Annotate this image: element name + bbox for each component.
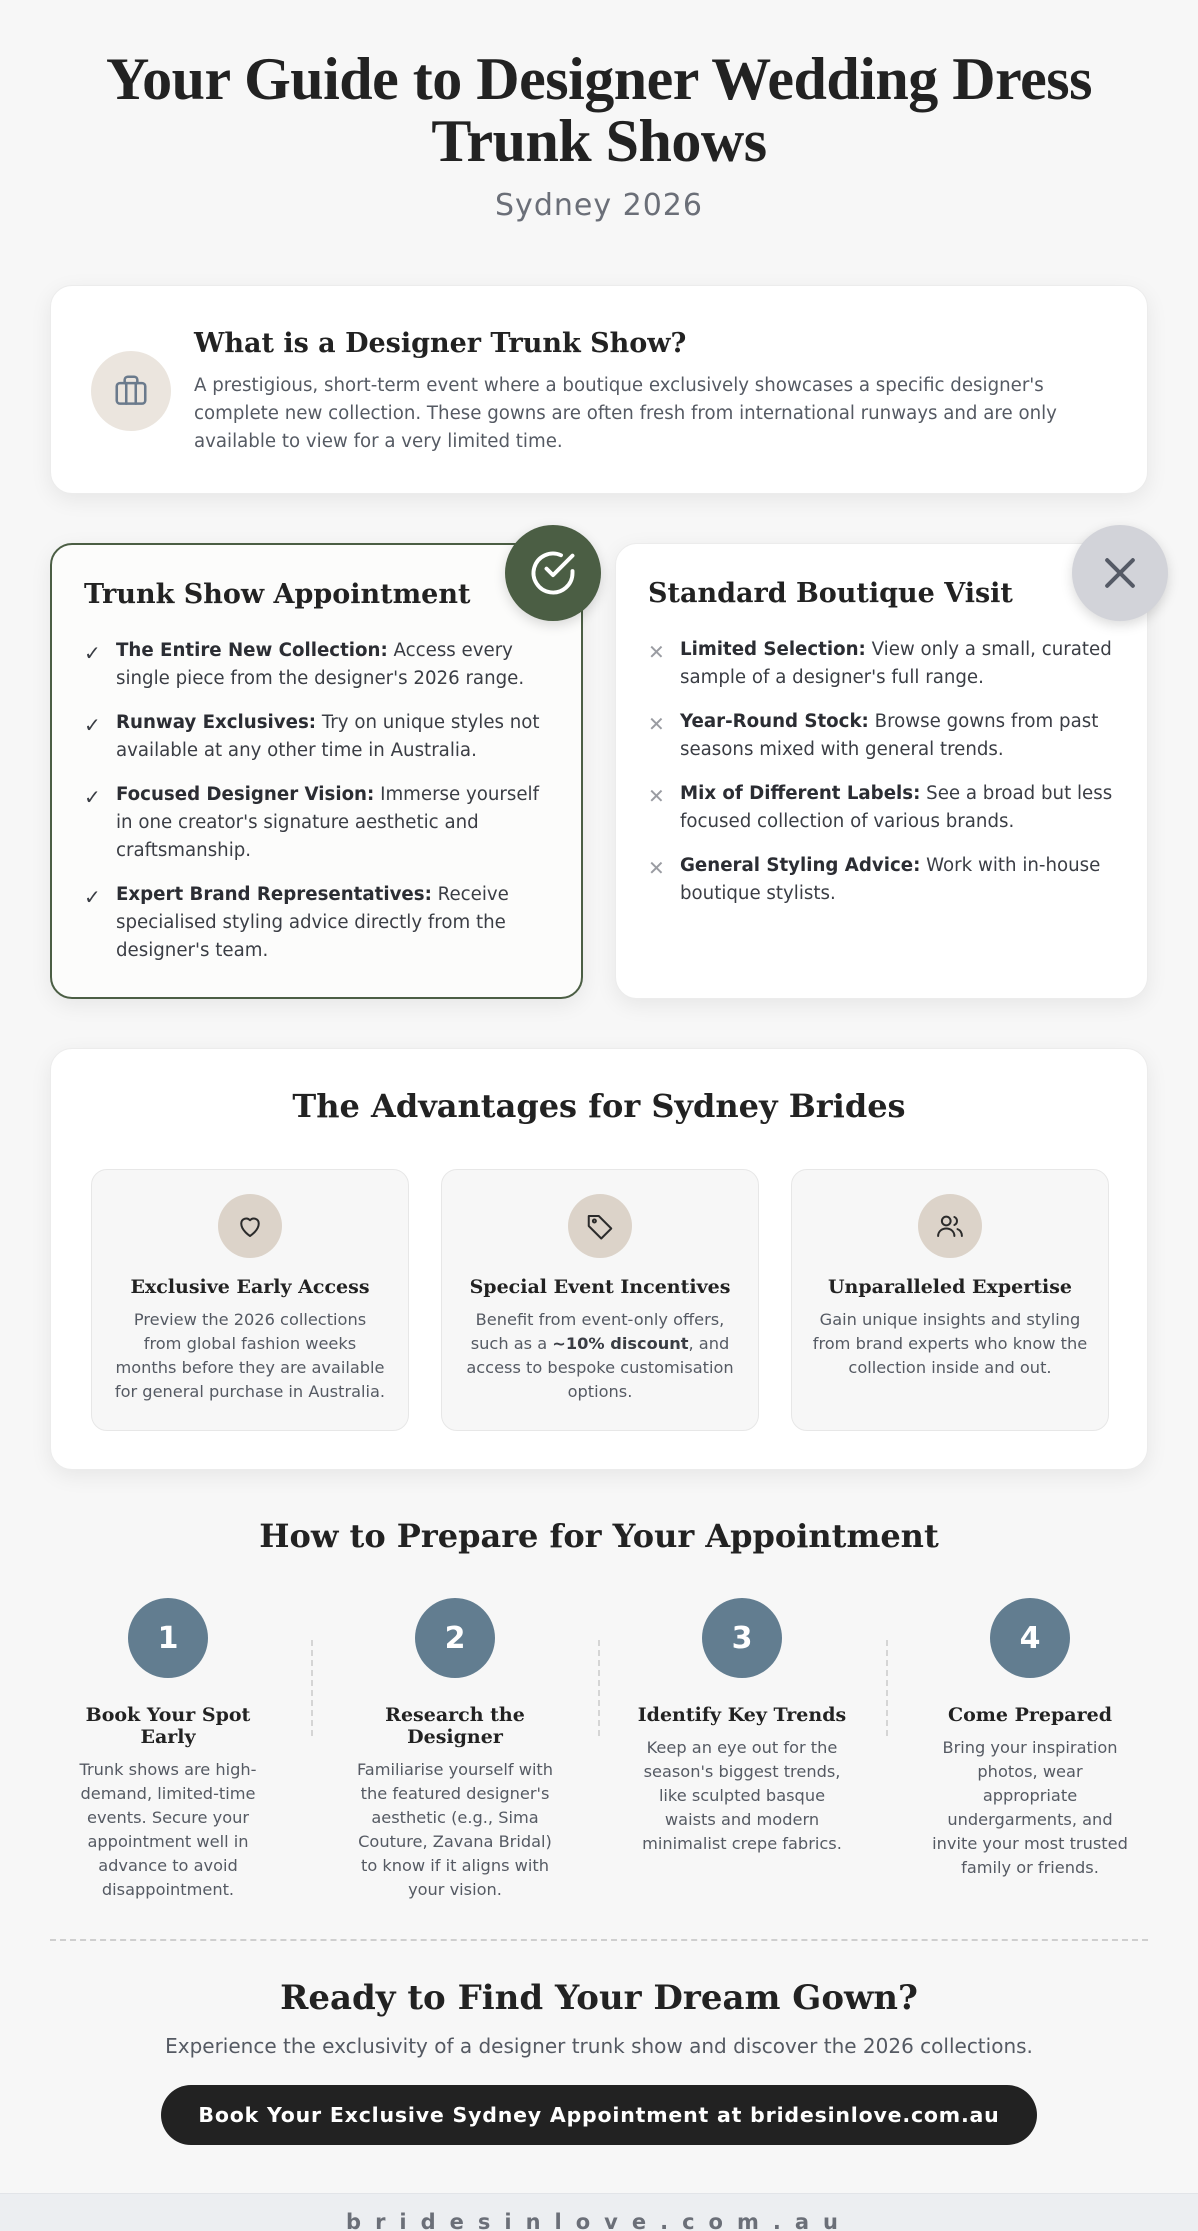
step-1 xyxy=(58,1598,278,1902)
check-circle-icon xyxy=(505,525,601,621)
advantage-card-early-access xyxy=(91,1169,409,1431)
step-divider xyxy=(311,1640,313,1736)
list-item: ✕ General Styling Advice: Work with in-house boutique stylists. xyxy=(648,855,1101,904)
cross-icon: ✕ xyxy=(648,784,665,808)
step-divider xyxy=(598,1640,600,1736)
what-is-section xyxy=(50,285,1148,494)
trunk-show-card xyxy=(50,543,583,999)
advantage-text: Benefit from event-only offers, such as a ~10% discount, and access to bespoke customisation options. xyxy=(466,1310,734,1401)
advantages-section xyxy=(50,1048,1148,1470)
advantage-card-incentives xyxy=(441,1169,759,1431)
step-number: 4 xyxy=(990,1598,1070,1678)
step-number: 1 xyxy=(128,1598,208,1678)
standard-visit-list xyxy=(648,636,1118,924)
prepare-title: How to Prepare for Your Appointment xyxy=(259,1517,939,1555)
book-appointment-button[interactable]: Book Your Exclusive Sydney Appointment at bridesinlove.com.au xyxy=(161,2085,1037,2145)
check-icon: ✓ xyxy=(84,885,101,909)
step-2 xyxy=(345,1598,565,1902)
check-icon: ✓ xyxy=(84,641,101,665)
cta-title: Ready to Find Your Dream Gown? xyxy=(280,1978,918,2018)
advantage-text: Gain unique insights and styling from brand experts who know the collection inside and out. xyxy=(812,1310,1088,1377)
advantage-name: Special Event Incentives xyxy=(469,1276,731,1298)
trunk-show-list xyxy=(84,637,554,981)
advantage-name: Exclusive Early Access xyxy=(130,1276,370,1298)
advantage-name: Unparalleled Expertise xyxy=(827,1276,1072,1298)
list-item: ✓ Focused Designer Vision: Immerse yourself in one creator's signature aesthetic and craftsmanship. xyxy=(84,784,540,861)
step-name: Come Prepared xyxy=(948,1704,1112,1726)
step-number: 3 xyxy=(702,1598,782,1678)
list-item: ✓ Expert Brand Representatives: Receive specialised styling advice directly from the designer's team. xyxy=(84,884,509,961)
heart-icon xyxy=(218,1194,282,1258)
list-item: ✕ Limited Selection: View only a small, curated sample of a designer's full range. xyxy=(648,639,1112,688)
close-icon xyxy=(1072,525,1168,621)
step-divider xyxy=(886,1640,888,1736)
step-number: 2 xyxy=(415,1598,495,1678)
footer xyxy=(0,2193,1198,2231)
step-text: Bring your inspiration photos, wear appropriate undergarments, and invite your most trusted family or friends. xyxy=(932,1738,1128,1877)
page-title: Your Guide to Designer Wedding Dress Trunk Shows xyxy=(105,46,1093,174)
check-icon: ✓ xyxy=(84,713,101,737)
advantage-text: Preview the 2026 collections from global fashion weeks months before they are available for general purchase in Australia. xyxy=(114,1310,386,1401)
step-3 xyxy=(632,1598,852,1856)
cross-icon: ✕ xyxy=(648,640,665,664)
trunk-show-title: Trunk Show Appointment xyxy=(84,579,471,610)
step-name: Book Your Spot Early xyxy=(85,1704,251,1748)
cross-icon: ✕ xyxy=(648,856,665,880)
standard-visit-title: Standard Boutique Visit xyxy=(648,578,1013,609)
step-text: Trunk shows are high-demand, limited-time events. Secure your appointment well in advance to avoid disappointment. xyxy=(79,1760,257,1899)
step-4 xyxy=(920,1598,1140,1880)
list-item: ✕ Year-Round Stock: Browse gowns from past seasons mixed with general trends. xyxy=(648,711,1099,760)
page-subtitle: Sydney 2026 xyxy=(495,188,703,223)
footer-brand: bridesinlove.com.au xyxy=(346,2210,852,2231)
advantages-title: The Advantages for Sydney Brides xyxy=(292,1087,906,1125)
users-icon xyxy=(918,1194,982,1258)
advantage-card-expertise xyxy=(791,1169,1109,1431)
tag-icon xyxy=(568,1194,632,1258)
step-name: Research the Designer xyxy=(385,1704,525,1748)
standard-visit-card xyxy=(615,543,1148,999)
cross-icon: ✕ xyxy=(648,712,665,736)
step-text: Keep an eye out for the season's biggest trends, like sculpted basque waists and modern minimalist crepe fabrics. xyxy=(642,1738,842,1853)
cta-text: Experience the exclusivity of a designer trunk show and discover the 2026 collections. xyxy=(165,2034,1033,2058)
page-header xyxy=(0,0,1198,223)
check-icon: ✓ xyxy=(84,785,101,809)
section-divider xyxy=(50,1939,1148,1941)
list-item: ✕ Mix of Different Labels: See a broad but less focused collection of various brands. xyxy=(648,783,1113,832)
list-item: ✓ Runway Exclusives: Try on unique styles not available at any other time in Australia. xyxy=(84,712,540,761)
list-item: ✓ The Entire New Collection: Access every single piece from the designer's 2026 range. xyxy=(84,640,525,689)
step-name: Identify Key Trends xyxy=(637,1704,847,1726)
what-is-title: What is a Designer Trunk Show? xyxy=(194,328,687,359)
briefcase-icon xyxy=(91,351,171,431)
what-is-text: A prestigious, short-term event where a boutique exclusively showcases a specific designer's complete new collection. These gowns are often fresh from international runways and are only available to view for a very limited time. xyxy=(194,375,1057,452)
step-text: Familiarise yourself with the featured designer's aesthetic (e.g., Sima Couture, Zavana Bridal) to know if it aligns with your vision. xyxy=(356,1760,554,1899)
